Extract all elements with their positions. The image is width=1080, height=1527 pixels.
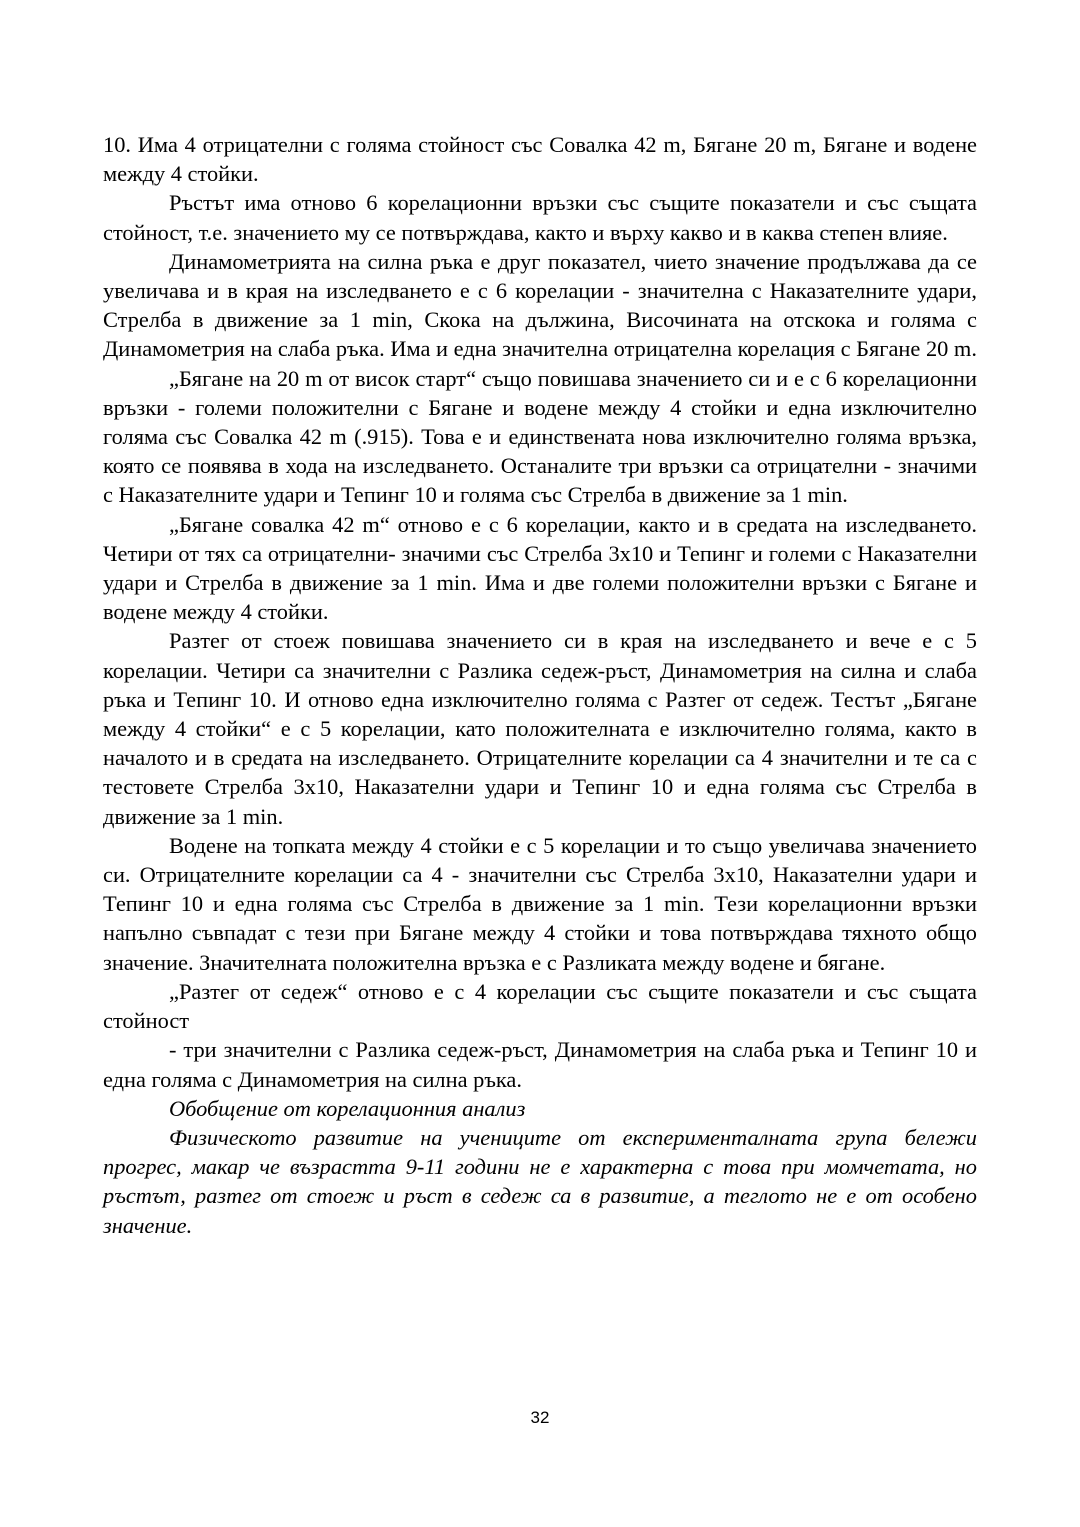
paragraph-summary: Физическото развитие на учениците от експерименталната група бележи прогрес, макар че възрастта 9-11 години не е характерна с това при момчетата, но ръстът, разтег от стоеж и ръст в седеж са в развитие, а теглото не е от особено значение.	[103, 1124, 977, 1238]
section-heading-summary: Обобщение от корелационния анализ	[169, 1095, 526, 1121]
paragraph-standing-reach: Разтег от стоеж повишава значението си в края на изследването и вече е с 5 корелации. Четири са значителни с Разлика седеж-ръст, Динамометрия на силна и слаба ръка и Тепинг 10. И отново една изключително голяма с Разтег от седеж. Тестът „Бягане между 4 стойки“ е с 5 корелации, като положителната е изключително голяма, както в началото и в средата на изследването. Отрицателните корелации са 4 значителни и те са с тестовете Стрелба 3x10, Наказателни удари и Тепинг 10 и една голяма със Стрелба в движение за 1 min.	[103, 628, 977, 829]
paragraph-dribbling: Водене на топката между 4 стойки е с 5 корелации и то също увеличава значението си. Отрицателните корелации са 4 - значителни със Стрелба 3x10, Наказателни удари и Тепинг 10 и една голяма със Стрелба в движение за 1 min. Тези корелационни връзки напълно съвпадат с тези при Бягане между 4 стойки и това потвърждава тяхното общо значение. Значителната положителна връзка е с Разликата между водене и бягане.	[103, 832, 977, 975]
paragraph-shuttle-42m: „Бягане совалка 42 m“ отново е с 6 корелации, както и в средата на изследването. Четири от тях са отрицателни- значими със Стрелба 3x10 и Тепинг и големи с Наказателни удари и Стрелба в движение за 1 min. Има и две големи положителни връзки с Бягане и водене между 4 стойки.	[103, 511, 977, 625]
page-number: 32	[530, 1408, 550, 1427]
paragraph-sitting-reach-details: - три значителни с Разлика седеж-ръст, Динамометрия на слаба ръка и Тепинг 10 и една голяма с Динамометрия на силна ръка.	[103, 1037, 977, 1092]
paragraph-dynamometry-strong-hand: Динамометрията на силна ръка е друг показател, чието значение продължава да се увеличава и в края на изследването е с 6 корелации - значителна с Наказателните удари, Стрелба в движение за 1 min, Скока на дължина, Височината на отскока и голяма с Динамометрия на слаба ръка. Има и една значителна отрицателна корелация с Бягане 20 m.	[103, 248, 977, 362]
body-text	[103, 130, 977, 1240]
paragraph-continuation: 10. Има 4 отрицателни с голяма стойност със Совалка 42 m, Бягане 20 m, Бягане и водене между 4 стойки.	[103, 132, 977, 187]
paragraph-sitting-reach: „Разтег от седеж“ отново е с 4 корелации със същите показатели и със същата стойност	[103, 978, 977, 1034]
paragraph-run-20m: „Бягане на 20 m от висок старт“ също повишава значението си и е с 6 корелационни връзки - големи положителни с Бягане и водене между 4 стойки и една изключително голяма със Совалка 42 m (.915). Това е и единствената нова изключително голяма връзка, която се появява в хода на изследването. Останалите три връзки са отрицателни - значими с Наказателните удари и Тепинг 10 и голяма със Стрелба в движение за 1 min.	[103, 365, 977, 508]
paragraph-height: Ръстът има отново 6 корелационни връзки със същите показатели и със същата стойност, т.е. значението му се потвърждава, както и върху какво и в каква степен влияе.	[103, 190, 977, 245]
